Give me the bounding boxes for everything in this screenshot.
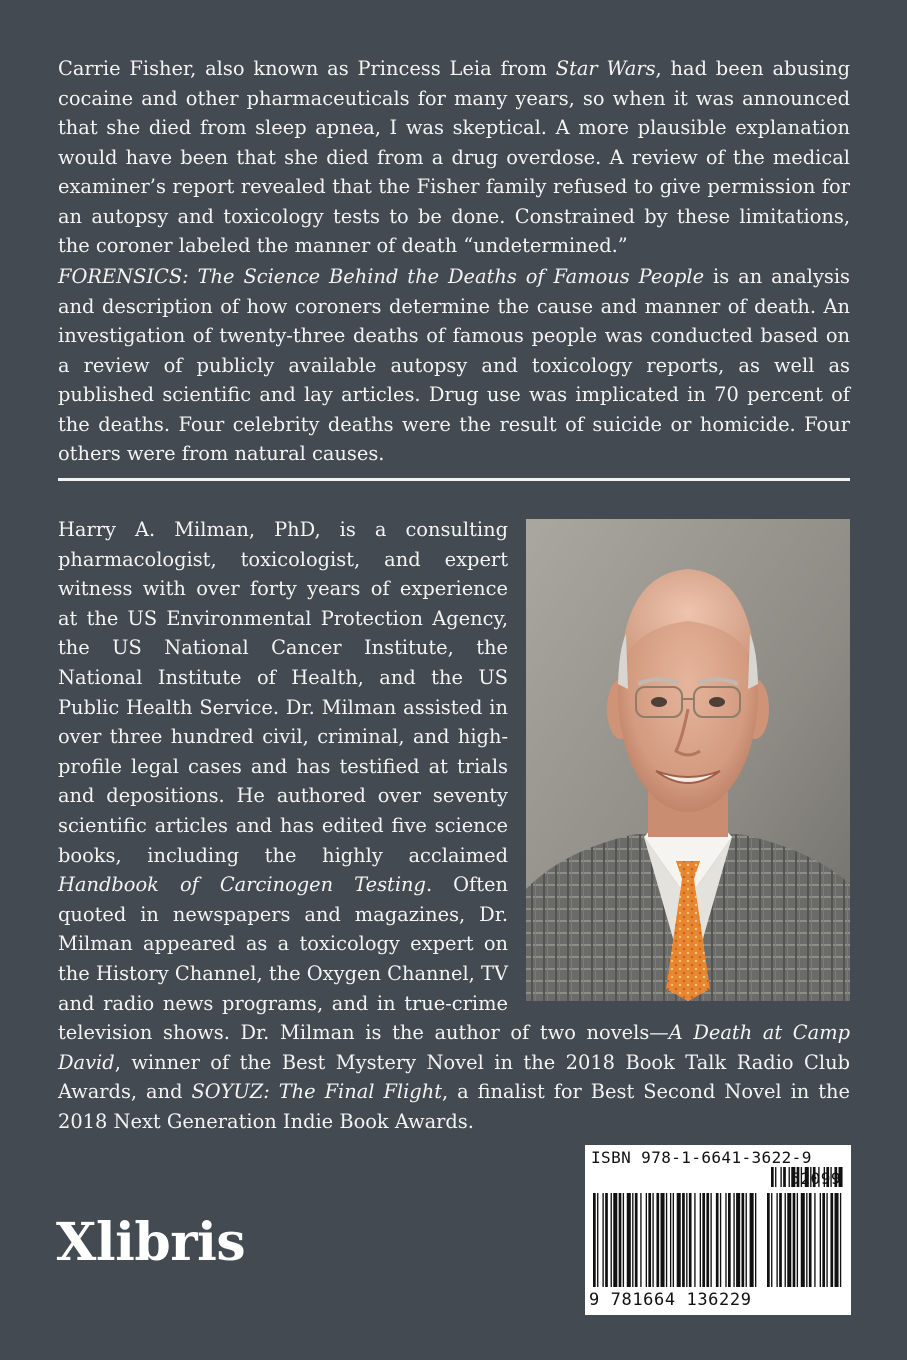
barcode-bar — [797, 1193, 798, 1287]
barcode-bar — [785, 1193, 786, 1287]
barcode-bar — [602, 1193, 603, 1287]
blurb-p1-text-b: , had been abusing cocaine and other pharmaceuticals for many years, so when it was announced that she died from sleep apnea, I was skeptical. A more plausible explanation would have been that she died from a drug overdose. A review of the medical examiner’s report revealed that the Fisher family refused to give permission for an autopsy and toxicology tests to be done. Constrained by these limitations, the coroner labeled the manner of death “undetermined.” — [58, 57, 850, 257]
barcode-bar — [694, 1193, 695, 1287]
barcode-bar — [776, 1193, 777, 1287]
barcode-bar — [780, 1167, 781, 1187]
barcode-bar — [771, 1193, 772, 1287]
barcode-bar — [720, 1193, 721, 1287]
bio-italic-novel-1: A Death at Camp David — [58, 1021, 850, 1074]
bio-text-b: . Often quoted in newspapers and magazines, Dr. Milman appeared as a toxicology expert on the History Channel, the Oxygen Channel, TV and radio news programs, and in true-crime television shows. Dr. Milman is the author of two novels— — [58, 873, 669, 1045]
book-title-italic: FORENSICS: The Science Behind the Deaths of Famous People — [58, 265, 705, 288]
barcode-bar — [822, 1193, 825, 1287]
barcode-bar — [809, 1193, 812, 1287]
barcode-bar — [627, 1193, 631, 1287]
barcode-bar — [806, 1193, 807, 1287]
barcode-bar — [611, 1193, 612, 1287]
blurb-paragraph-2 — [58, 262, 850, 469]
blurb-p2-text: is an analysis and description of how coroners determine the cause and manner of death. An investigation of twenty-three deaths of famous people was conducted based on a review of publicly available autopsy and toxicology reports, as well as published scientific and lay articles. Drug use was implicated in 70 percent of the deaths. Four celebrity deaths were the result of suicide or homicide. Four others were from natural causes. — [58, 265, 851, 465]
barcode-bar — [728, 1193, 731, 1287]
barcode-bar — [840, 1193, 841, 1287]
barcode-bar — [677, 1193, 681, 1287]
bio-italic-handbook: Handbook of Carcinogen Testing — [58, 873, 426, 897]
barcode-bar — [736, 1193, 740, 1287]
barcode-bar — [597, 1193, 598, 1287]
barcode-bar — [750, 1193, 754, 1287]
barcode-bar — [742, 1193, 745, 1287]
barcode-bar — [706, 1193, 709, 1287]
barcode-bar — [593, 1193, 596, 1287]
author-bio — [58, 515, 850, 1136]
bio-text-d: , a finalist for Best Second Novel in the 2018 Next Generation Indie Book Awards. — [58, 1080, 850, 1133]
barcode-bar — [793, 1193, 796, 1287]
isbn-number: ISBN 978-1-6641-3622-9 — [591, 1148, 812, 1167]
publisher-logo: Xlibris — [56, 1212, 246, 1273]
ean-digits: 9 781664 136229 — [589, 1290, 752, 1310]
barcode-bar — [686, 1193, 687, 1287]
barcode-bar — [689, 1193, 692, 1287]
barcode-bar — [613, 1193, 617, 1287]
bio-italic-novel-2: SOYUZ: The Final Flight — [191, 1080, 442, 1104]
barcode-bar — [673, 1193, 674, 1287]
barcode-bar — [755, 1193, 756, 1287]
barcode-bar — [635, 1193, 638, 1287]
barcode-bar — [725, 1193, 726, 1287]
bio-text-c: , winner of the Best Mystery Novel in the 2018 Book Talk Radio Club Awards, and — [58, 1050, 850, 1104]
bio-text-a: Harry A. Milman, PhD, is a consulting pharmacologist, toxicologist, and expert witness with over forty years of experience at the US Environmental Protection Agency, the US National Cancer Institute, the National Institute of Health, and the US Public Health Service. Dr. Milman assisted in over three hundred civil, criminal, and high-profile legal cases and has testified at trials and depositions. He authored over seventy scientific articles and has edited five science books, including the highly acclaimed — [58, 518, 508, 867]
barcode-bar — [670, 1193, 671, 1287]
price-code: 52099 — [790, 1169, 841, 1188]
barcode-bar — [623, 1193, 624, 1287]
barcode-bar — [632, 1193, 633, 1287]
divider-rule — [58, 478, 850, 481]
barcode-bar — [710, 1193, 711, 1287]
barcode-bar — [646, 1193, 647, 1287]
barcode-bar — [826, 1193, 827, 1287]
barcode-bar — [656, 1193, 659, 1287]
barcode-bar — [814, 1193, 815, 1287]
barcode-bar — [619, 1193, 622, 1287]
barcode-bar — [746, 1193, 747, 1287]
blurb-p1-text-a: Carrie Fisher, also known as Princess Leia from — [58, 57, 556, 80]
barcode-bar — [771, 1167, 774, 1187]
barcode-bar — [652, 1193, 653, 1287]
author-photo — [526, 519, 850, 1001]
blurb-p1-italic: Star Wars — [555, 57, 656, 80]
barcode-bar — [640, 1193, 641, 1287]
barcode-bar — [605, 1193, 608, 1287]
barcode-box — [585, 1145, 851, 1315]
barcode-bar — [830, 1193, 833, 1287]
barcode-bar — [661, 1193, 665, 1287]
barcode-bar — [767, 1193, 770, 1287]
barcode-bar — [787, 1193, 791, 1287]
barcode-bar — [801, 1193, 805, 1287]
barcode-bar — [775, 1167, 776, 1187]
barcode-bar — [716, 1193, 719, 1287]
barcode-bar — [783, 1167, 786, 1187]
barcode-bar — [733, 1193, 734, 1287]
blurb-paragraph-1 — [58, 54, 850, 261]
barcode-bar — [702, 1193, 705, 1287]
barcode-bar — [820, 1193, 821, 1287]
barcode-bar — [700, 1193, 701, 1287]
barcode-bar — [779, 1193, 782, 1287]
barcode-bar — [835, 1193, 839, 1287]
barcode-bar — [682, 1193, 685, 1287]
barcode-bar — [648, 1193, 651, 1287]
barcode-bar — [666, 1193, 667, 1287]
